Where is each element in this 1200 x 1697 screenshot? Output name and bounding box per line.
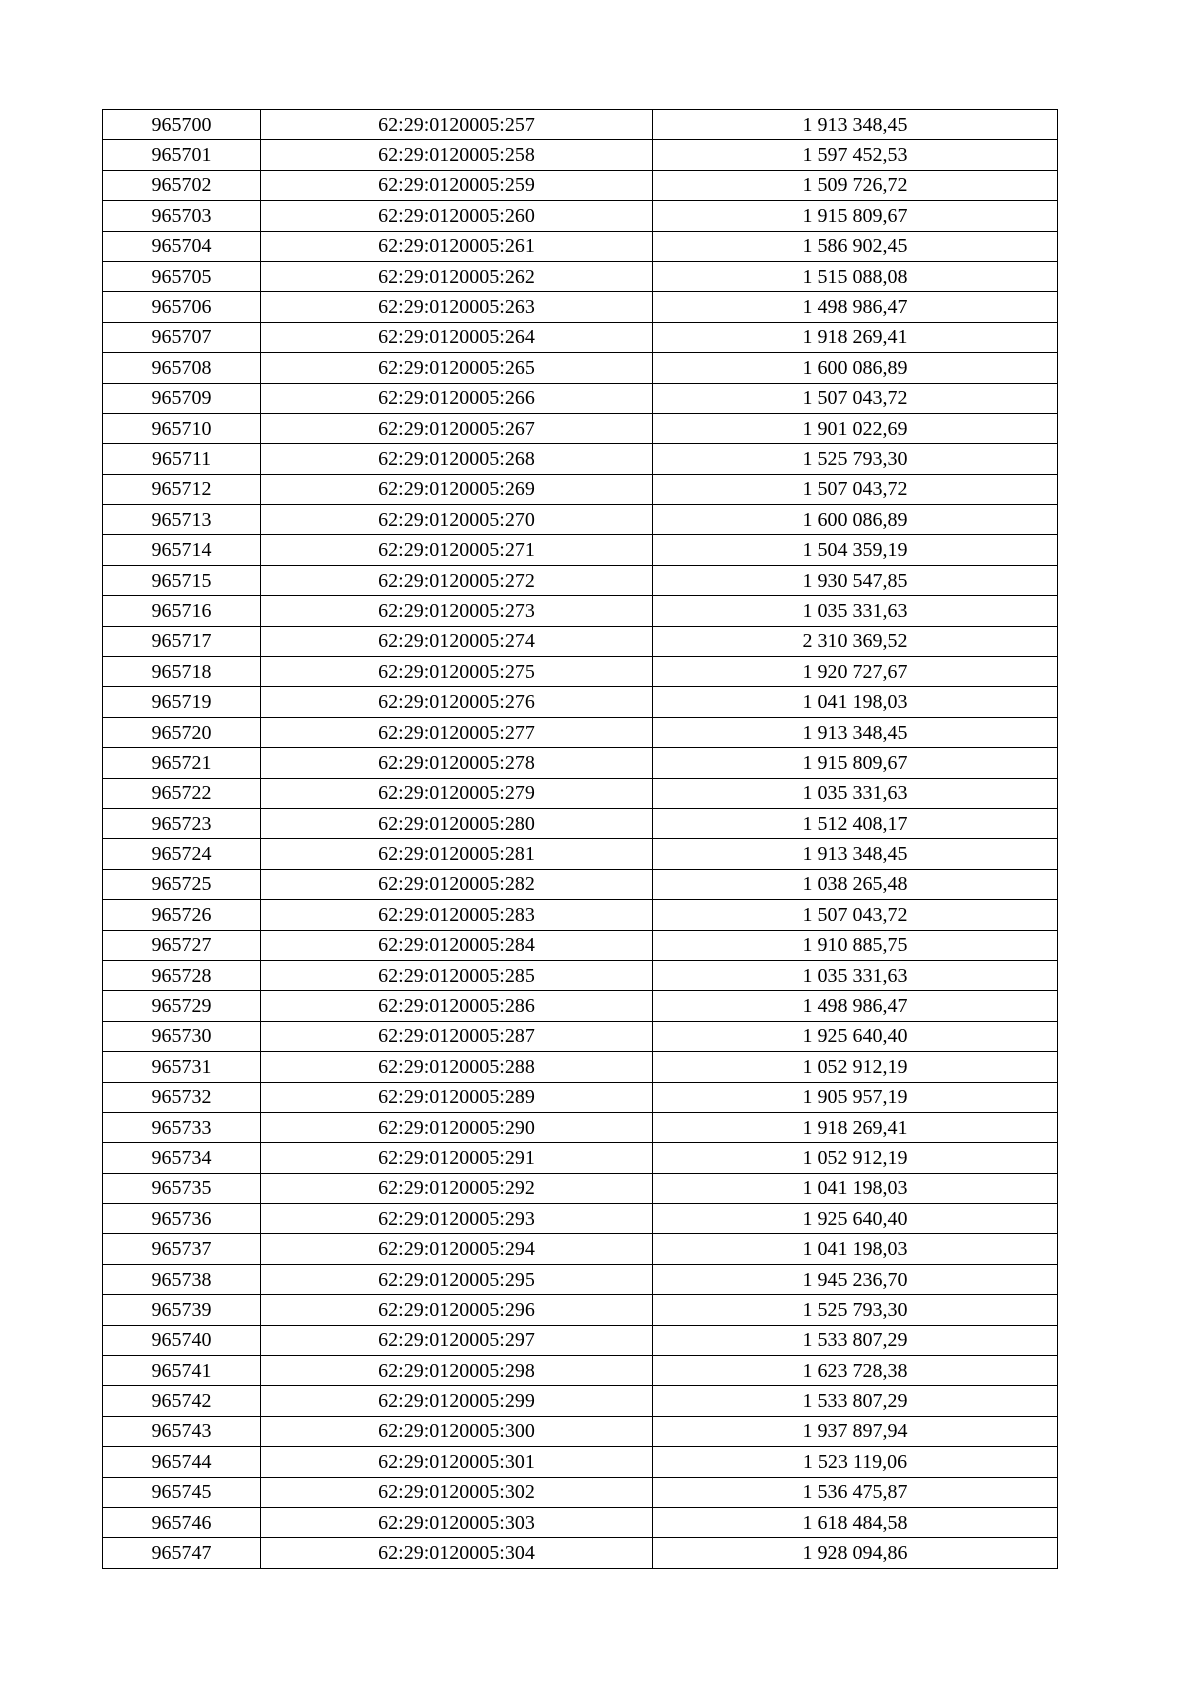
table-row xyxy=(103,900,1058,930)
table-row xyxy=(103,1386,1058,1416)
value-cell: 1 913 348,45 xyxy=(653,839,1058,869)
cadastral-number-cell: 62:29:0120005:283 xyxy=(261,900,653,930)
table-row xyxy=(103,292,1058,322)
cadastral-number-cell: 62:29:0120005:266 xyxy=(261,383,653,413)
table-row xyxy=(103,413,1058,443)
cadastral-number-cell: 62:29:0120005:287 xyxy=(261,1021,653,1051)
table-row xyxy=(103,110,1058,140)
table-row xyxy=(103,596,1058,626)
cadastral-number-cell: 62:29:0120005:284 xyxy=(261,930,653,960)
table-row xyxy=(103,1538,1058,1568)
table-row xyxy=(103,1173,1058,1203)
cadastral-number-cell: 62:29:0120005:291 xyxy=(261,1143,653,1173)
cadastral-number-cell: 62:29:0120005:290 xyxy=(261,1112,653,1142)
value-cell: 1 515 088,08 xyxy=(653,261,1058,291)
cadastral-number-cell: 62:29:0120005:269 xyxy=(261,474,653,504)
value-cell: 1 586 902,45 xyxy=(653,231,1058,261)
row-number-cell: 965711 xyxy=(103,444,261,474)
table-row xyxy=(103,231,1058,261)
cadastral-number-cell: 62:29:0120005:295 xyxy=(261,1264,653,1294)
cadastral-number-cell: 62:29:0120005:258 xyxy=(261,140,653,170)
table-row xyxy=(103,839,1058,869)
row-number-cell: 965702 xyxy=(103,170,261,200)
table-row xyxy=(103,778,1058,808)
value-cell: 1 509 726,72 xyxy=(653,170,1058,200)
table-row xyxy=(103,1325,1058,1355)
value-cell: 1 618 484,58 xyxy=(653,1507,1058,1537)
row-number-cell: 965736 xyxy=(103,1204,261,1234)
table-row xyxy=(103,201,1058,231)
table-row xyxy=(103,1021,1058,1051)
row-number-cell: 965713 xyxy=(103,505,261,535)
cadastral-number-cell: 62:29:0120005:262 xyxy=(261,261,653,291)
table-row xyxy=(103,1416,1058,1446)
table-row xyxy=(103,717,1058,747)
row-number-cell: 965742 xyxy=(103,1386,261,1416)
row-number-cell: 965715 xyxy=(103,565,261,595)
value-cell: 1 623 728,38 xyxy=(653,1356,1058,1386)
value-cell: 1 915 809,67 xyxy=(653,748,1058,778)
row-number-cell: 965704 xyxy=(103,231,261,261)
row-number-cell: 965726 xyxy=(103,900,261,930)
cadastral-number-cell: 62:29:0120005:260 xyxy=(261,201,653,231)
table-row xyxy=(103,1234,1058,1264)
cadastral-number-cell: 62:29:0120005:272 xyxy=(261,565,653,595)
cadastral-value-table xyxy=(102,109,1058,1569)
table-row xyxy=(103,444,1058,474)
value-cell: 1 928 094,86 xyxy=(653,1538,1058,1568)
row-number-cell: 965739 xyxy=(103,1295,261,1325)
table-row xyxy=(103,991,1058,1021)
cadastral-number-cell: 62:29:0120005:261 xyxy=(261,231,653,261)
value-cell: 1 041 198,03 xyxy=(653,1173,1058,1203)
value-cell: 1 597 452,53 xyxy=(653,140,1058,170)
row-number-cell: 965703 xyxy=(103,201,261,231)
value-cell: 1 507 043,72 xyxy=(653,383,1058,413)
table-row xyxy=(103,748,1058,778)
value-cell: 1 945 236,70 xyxy=(653,1264,1058,1294)
row-number-cell: 965722 xyxy=(103,778,261,808)
cadastral-number-cell: 62:29:0120005:280 xyxy=(261,808,653,838)
row-number-cell: 965733 xyxy=(103,1112,261,1142)
cadastral-number-cell: 62:29:0120005:264 xyxy=(261,322,653,352)
table-row xyxy=(103,1112,1058,1142)
cadastral-number-cell: 62:29:0120005:267 xyxy=(261,413,653,443)
row-number-cell: 965735 xyxy=(103,1173,261,1203)
row-number-cell: 965747 xyxy=(103,1538,261,1568)
table-row xyxy=(103,1295,1058,1325)
cadastral-number-cell: 62:29:0120005:303 xyxy=(261,1507,653,1537)
row-number-cell: 965734 xyxy=(103,1143,261,1173)
cadastral-number-cell: 62:29:0120005:288 xyxy=(261,1052,653,1082)
cadastral-number-cell: 62:29:0120005:304 xyxy=(261,1538,653,1568)
value-cell: 1 536 475,87 xyxy=(653,1477,1058,1507)
table-row xyxy=(103,808,1058,838)
value-cell: 1 035 331,63 xyxy=(653,596,1058,626)
value-cell: 1 913 348,45 xyxy=(653,717,1058,747)
table-row xyxy=(103,869,1058,899)
value-cell: 1 498 986,47 xyxy=(653,292,1058,322)
table-row xyxy=(103,1052,1058,1082)
table-row xyxy=(103,1477,1058,1507)
table-row xyxy=(103,1143,1058,1173)
table-row xyxy=(103,353,1058,383)
row-number-cell: 965720 xyxy=(103,717,261,747)
row-number-cell: 965708 xyxy=(103,353,261,383)
value-cell: 1 035 331,63 xyxy=(653,960,1058,990)
value-cell: 1 052 912,19 xyxy=(653,1143,1058,1173)
row-number-cell: 965738 xyxy=(103,1264,261,1294)
table-row xyxy=(103,687,1058,717)
value-cell: 1 915 809,67 xyxy=(653,201,1058,231)
cadastral-number-cell: 62:29:0120005:275 xyxy=(261,657,653,687)
value-cell: 1 523 119,06 xyxy=(653,1447,1058,1477)
cadastral-number-cell: 62:29:0120005:273 xyxy=(261,596,653,626)
value-cell: 1 925 640,40 xyxy=(653,1204,1058,1234)
value-cell: 1 918 269,41 xyxy=(653,1112,1058,1142)
table-row xyxy=(103,960,1058,990)
row-number-cell: 965705 xyxy=(103,261,261,291)
row-number-cell: 965745 xyxy=(103,1477,261,1507)
cadastral-number-cell: 62:29:0120005:279 xyxy=(261,778,653,808)
value-cell: 2 310 369,52 xyxy=(653,626,1058,656)
row-number-cell: 965730 xyxy=(103,1021,261,1051)
value-cell: 1 504 359,19 xyxy=(653,535,1058,565)
cadastral-number-cell: 62:29:0120005:286 xyxy=(261,991,653,1021)
row-number-cell: 965709 xyxy=(103,383,261,413)
row-number-cell: 965728 xyxy=(103,960,261,990)
value-cell: 1 920 727,67 xyxy=(653,657,1058,687)
cadastral-number-cell: 62:29:0120005:299 xyxy=(261,1386,653,1416)
value-cell: 1 600 086,89 xyxy=(653,505,1058,535)
table-row xyxy=(103,535,1058,565)
cadastral-number-cell: 62:29:0120005:270 xyxy=(261,505,653,535)
row-number-cell: 965716 xyxy=(103,596,261,626)
cadastral-number-cell: 62:29:0120005:268 xyxy=(261,444,653,474)
row-number-cell: 965725 xyxy=(103,869,261,899)
value-cell: 1 910 885,75 xyxy=(653,930,1058,960)
value-cell: 1 533 807,29 xyxy=(653,1325,1058,1355)
table-row xyxy=(103,565,1058,595)
cadastral-number-cell: 62:29:0120005:271 xyxy=(261,535,653,565)
row-number-cell: 965706 xyxy=(103,292,261,322)
cadastral-number-cell: 62:29:0120005:257 xyxy=(261,110,653,140)
row-number-cell: 965712 xyxy=(103,474,261,504)
cadastral-number-cell: 62:29:0120005:300 xyxy=(261,1416,653,1446)
row-number-cell: 965719 xyxy=(103,687,261,717)
table-body xyxy=(103,110,1058,1569)
table-row xyxy=(103,1264,1058,1294)
cadastral-number-cell: 62:29:0120005:265 xyxy=(261,353,653,383)
cadastral-number-cell: 62:29:0120005:282 xyxy=(261,869,653,899)
cadastral-number-cell: 62:29:0120005:277 xyxy=(261,717,653,747)
value-cell: 1 533 807,29 xyxy=(653,1386,1058,1416)
cadastral-number-cell: 62:29:0120005:285 xyxy=(261,960,653,990)
table-row xyxy=(103,626,1058,656)
row-number-cell: 965737 xyxy=(103,1234,261,1264)
row-number-cell: 965746 xyxy=(103,1507,261,1537)
value-cell: 1 507 043,72 xyxy=(653,474,1058,504)
cadastral-number-cell: 62:29:0120005:294 xyxy=(261,1234,653,1264)
cadastral-number-cell: 62:29:0120005:274 xyxy=(261,626,653,656)
value-cell: 1 905 957,19 xyxy=(653,1082,1058,1112)
cadastral-number-cell: 62:29:0120005:296 xyxy=(261,1295,653,1325)
row-number-cell: 965701 xyxy=(103,140,261,170)
cadastral-number-cell: 62:29:0120005:278 xyxy=(261,748,653,778)
row-number-cell: 965707 xyxy=(103,322,261,352)
table-row xyxy=(103,140,1058,170)
value-cell: 1 937 897,94 xyxy=(653,1416,1058,1446)
value-cell: 1 038 265,48 xyxy=(653,869,1058,899)
table-row xyxy=(103,170,1058,200)
row-number-cell: 965721 xyxy=(103,748,261,778)
table-row xyxy=(103,505,1058,535)
table-row xyxy=(103,1507,1058,1537)
cadastral-number-cell: 62:29:0120005:292 xyxy=(261,1173,653,1203)
table-row xyxy=(103,474,1058,504)
row-number-cell: 965710 xyxy=(103,413,261,443)
cadastral-number-cell: 62:29:0120005:276 xyxy=(261,687,653,717)
table-row xyxy=(103,657,1058,687)
value-cell: 1 901 022,69 xyxy=(653,413,1058,443)
value-cell: 1 600 086,89 xyxy=(653,353,1058,383)
row-number-cell: 965744 xyxy=(103,1447,261,1477)
value-cell: 1 512 408,17 xyxy=(653,808,1058,838)
row-number-cell: 965729 xyxy=(103,991,261,1021)
value-cell: 1 041 198,03 xyxy=(653,687,1058,717)
table-row xyxy=(103,261,1058,291)
value-cell: 1 507 043,72 xyxy=(653,900,1058,930)
row-number-cell: 965731 xyxy=(103,1052,261,1082)
row-number-cell: 965741 xyxy=(103,1356,261,1386)
cadastral-number-cell: 62:29:0120005:281 xyxy=(261,839,653,869)
table-row xyxy=(103,1447,1058,1477)
table-row xyxy=(103,930,1058,960)
table-row xyxy=(103,1082,1058,1112)
cadastral-number-cell: 62:29:0120005:302 xyxy=(261,1477,653,1507)
value-cell: 1 918 269,41 xyxy=(653,322,1058,352)
row-number-cell: 965727 xyxy=(103,930,261,960)
cadastral-number-cell: 62:29:0120005:293 xyxy=(261,1204,653,1234)
cadastral-number-cell: 62:29:0120005:298 xyxy=(261,1356,653,1386)
row-number-cell: 965717 xyxy=(103,626,261,656)
row-number-cell: 965740 xyxy=(103,1325,261,1355)
cadastral-number-cell: 62:29:0120005:297 xyxy=(261,1325,653,1355)
table-row xyxy=(103,383,1058,413)
value-cell: 1 498 986,47 xyxy=(653,991,1058,1021)
value-cell: 1 913 348,45 xyxy=(653,110,1058,140)
table-row xyxy=(103,1204,1058,1234)
row-number-cell: 965724 xyxy=(103,839,261,869)
value-cell: 1 052 912,19 xyxy=(653,1052,1058,1082)
cadastral-number-cell: 62:29:0120005:263 xyxy=(261,292,653,322)
cadastral-number-cell: 62:29:0120005:259 xyxy=(261,170,653,200)
row-number-cell: 965743 xyxy=(103,1416,261,1446)
row-number-cell: 965732 xyxy=(103,1082,261,1112)
value-cell: 1 930 547,85 xyxy=(653,565,1058,595)
table-row xyxy=(103,1356,1058,1386)
value-cell: 1 041 198,03 xyxy=(653,1234,1058,1264)
row-number-cell: 965723 xyxy=(103,808,261,838)
cadastral-number-cell: 62:29:0120005:301 xyxy=(261,1447,653,1477)
row-number-cell: 965714 xyxy=(103,535,261,565)
value-cell: 1 925 640,40 xyxy=(653,1021,1058,1051)
value-cell: 1 035 331,63 xyxy=(653,778,1058,808)
cadastral-number-cell: 62:29:0120005:289 xyxy=(261,1082,653,1112)
value-cell: 1 525 793,30 xyxy=(653,444,1058,474)
table-row xyxy=(103,322,1058,352)
value-cell: 1 525 793,30 xyxy=(653,1295,1058,1325)
row-number-cell: 965718 xyxy=(103,657,261,687)
row-number-cell: 965700 xyxy=(103,110,261,140)
